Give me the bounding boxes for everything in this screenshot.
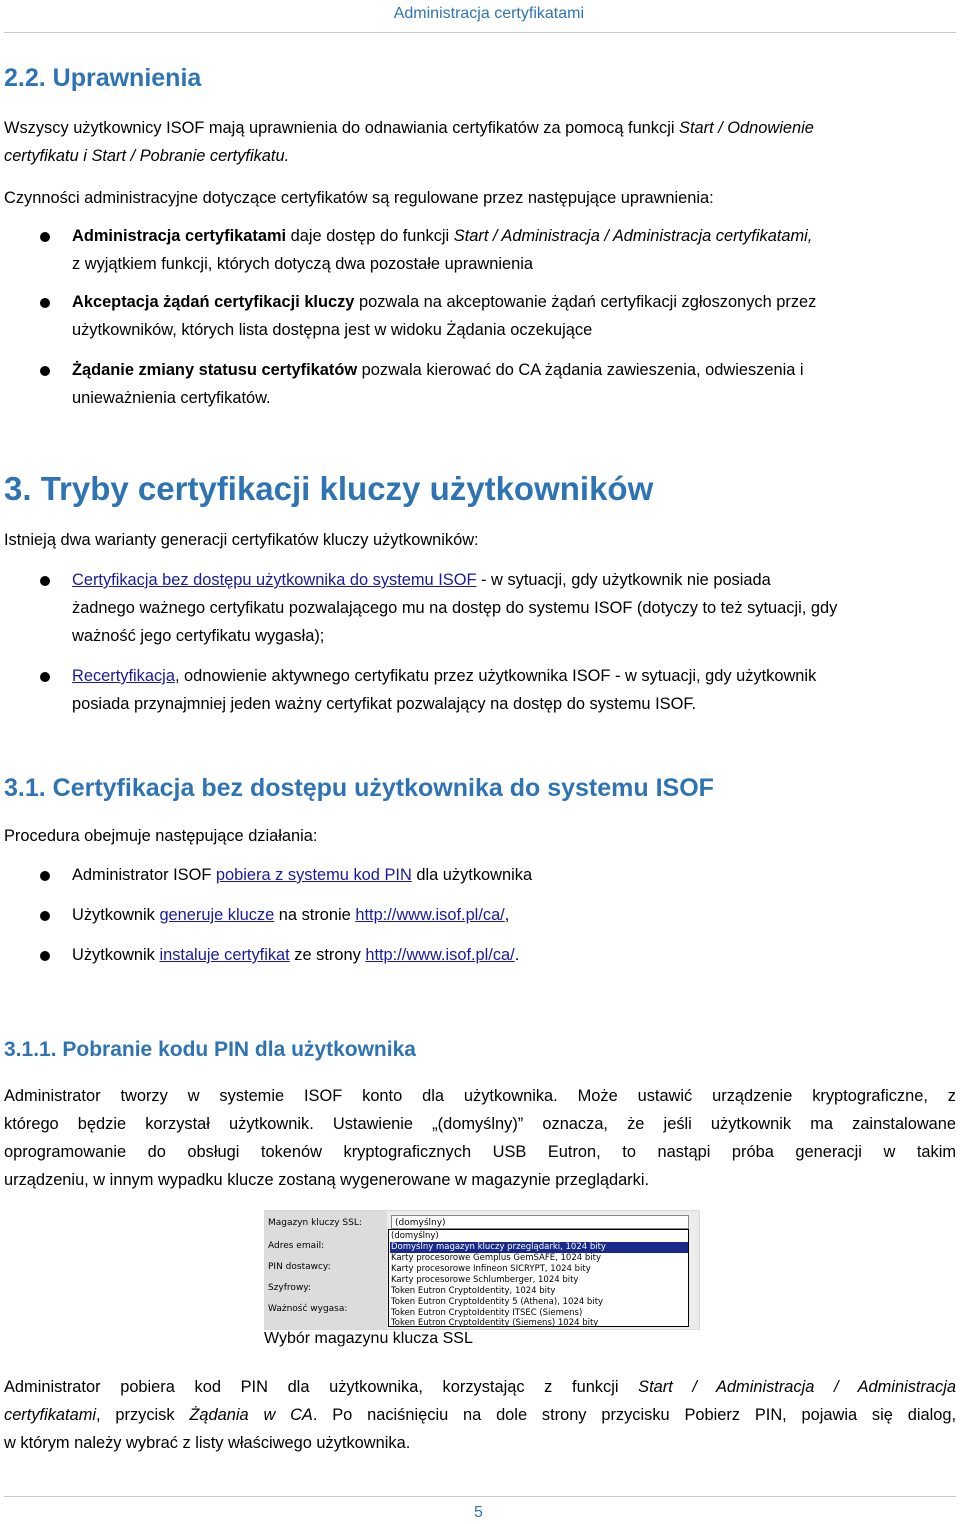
- link-isof-ca-url[interactable]: http://www.isof.pl/ca/: [355, 906, 505, 924]
- form-label: PIN dostawcy:: [268, 1262, 331, 1272]
- bullet-item-cont: posiada przynajmniej jeden ważny certyfikat pozwalający na dostęp do systemu ISOF.: [72, 695, 697, 713]
- form-label: Magazyn kluczy SSL:: [268, 1218, 362, 1228]
- dropdown-option[interactable]: Token Eutron CryptoIdentity 5 (Athena), 1024 bity: [391, 1297, 604, 1307]
- link-pobiera-kod-pin[interactable]: pobiera z systemu kod PIN: [215, 866, 412, 884]
- footer-rule: [4, 1496, 956, 1497]
- paragraph-line: Administrator tworzy w systemie ISOF konto dla użytkownika. Może ustawić urządzenie kryptograficzne, z: [4, 1087, 956, 1105]
- link-instaluje-certyfikat[interactable]: instaluje certyfikat: [159, 946, 290, 964]
- link-generuje-klucze[interactable]: generuje klucze: [159, 906, 275, 924]
- dropdown-option-highlighted[interactable]: Domyślny magazyn kluczy przeglądarki, 1024 bity: [390, 1242, 688, 1253]
- dropdown-option[interactable]: Karty procesorowe Infineon SICRYPT, 1024 bity: [391, 1264, 591, 1274]
- dropdown-option[interactable]: (domyślny): [391, 1231, 439, 1241]
- bullet-icon: [40, 951, 50, 961]
- link-isof-ca-url[interactable]: http://www.isof.pl/ca/: [365, 946, 515, 964]
- bullet-item-cont: unieważnienia certyfikatów.: [72, 389, 271, 407]
- link-certyfikacja-bez-dostepu[interactable]: Certyfikacja bez dostępu użytkownika do systemu ISOF: [72, 571, 477, 589]
- keystore-select[interactable]: (domyślny): [391, 1215, 689, 1229]
- paragraph-line: Wszyscy użytkownicy ISOF mają uprawnienia do odnawiania certyfikatów za pomocą funkcji Start / Odnowienie: [4, 119, 814, 137]
- bullet-item-cont: z wyjątkiem funkcji, których dotyczą dwa pozostałe uprawnienia: [72, 255, 533, 273]
- section-heading-3-1-1: 3.1.1. Pobranie kodu PIN dla użytkownika: [4, 1038, 416, 1061]
- bullet-icon: [40, 672, 50, 682]
- bullet-item-cont: użytkowników, których lista dostępna jest w widoku Żądania oczekujące: [72, 321, 593, 339]
- dropdown-option[interactable]: Token Eutron CryptoIdentity (Siemens) 1024 bity: [391, 1318, 599, 1328]
- keystore-dropdown-list[interactable]: [388, 1229, 689, 1327]
- paragraph-line: certyfikatu i Start / Pobranie certyfikatu.: [4, 147, 290, 165]
- dropdown-option[interactable]: Token Eutron CryptoIdentity, 1024 bity: [391, 1286, 556, 1296]
- ssl-keystore-screenshot: [264, 1210, 700, 1330]
- bullet-item: Użytkownik instaluje certyfikat ze strony http://www.isof.pl/ca/.: [72, 946, 520, 964]
- bullet-item: Administrator ISOF pobiera z systemu kod PIN dla użytkownika: [72, 866, 533, 884]
- paragraph-line: urządzeniu, w innym wypadku klucze zostaną wygenerowane w magazynie przeglądarki.: [4, 1171, 650, 1189]
- section-heading-3-1: 3.1. Certyfikacja bez dostępu użytkownika do systemu ISOF: [4, 774, 714, 802]
- bullet-icon: [40, 871, 50, 881]
- running-header: Administracja certyfikatami: [393, 5, 584, 22]
- figure-caption: Wybór magazynu klucza SSL: [264, 1330, 473, 1347]
- bullet-icon: [40, 366, 50, 376]
- form-labels-panel: [265, 1211, 387, 1329]
- form-label: Szyfrowy:: [268, 1283, 312, 1293]
- paragraph: Procedura obejmuje następujące działania:: [4, 827, 318, 845]
- bullet-icon: [40, 911, 50, 921]
- section-heading-3: 3. Tryby certyfikacji kluczy użytkowników: [4, 470, 654, 507]
- paragraph-line: w którym należy wybrać z listy właściwego użytkownika.: [4, 1434, 411, 1452]
- bullet-item-cont: żadnego ważnego certyfikatu pozwalającego mu na dostęp do systemu ISOF (dotyczy to też sytuacji, gdy: [72, 599, 838, 617]
- bullet-item-cont: ważność jego certyfikatu wygasła);: [72, 627, 325, 645]
- bullet-item: Użytkownik generuje klucze na stronie http://www.isof.pl/ca/,: [72, 906, 510, 924]
- paragraph-line: którego będzie korzystał użytkownik. Ustawienie „(domyślny)” oznacza, że jeśli użytkownik ma zainstalowane: [4, 1115, 956, 1133]
- bullet-icon: [40, 298, 50, 308]
- section-heading-2-2: 2.2. Uprawnienia: [4, 64, 202, 92]
- bullet-item: Żądanie zmiany statusu certyfikatów pozwala kierować do CA żądania zawieszenia, odwieszenia i: [72, 361, 804, 379]
- bullet-item: Recertyfikacja, odnowienie aktywnego certyfikatu przez użytkownika ISOF - w sytuacji, gdy użytkownik: [72, 667, 817, 685]
- bullet-icon: [40, 576, 50, 586]
- header-rule: [4, 32, 956, 33]
- paragraph: Czynności administracyjne dotyczące certyfikatów są regulowane przez następujące uprawnienia:: [4, 189, 714, 207]
- bullet-item: Administracja certyfikatami daje dostęp do funkcji Start / Administracja / Administracja certyfikatami,: [72, 227, 813, 245]
- page-number: 5: [474, 1504, 483, 1521]
- link-recertyfikacja[interactable]: Recertyfikacja: [72, 667, 175, 685]
- form-label: Ważność wygasa:: [268, 1304, 348, 1314]
- bullet-item: Certyfikacja bez dostępu użytkownika do systemu ISOF - w sytuacji, gdy użytkownik nie posiada: [72, 571, 771, 589]
- paragraph-line: oprogramowanie do obsługi tokenów kryptograficznych USB Eutron, to nastąpi próba generacji w takim: [4, 1143, 956, 1161]
- bullet-item: Akceptacja żądań certyfikacji kluczy pozwala na akceptowanie żądań certyfikacji zgłoszonych przez: [72, 293, 817, 311]
- paragraph-line: Administrator pobiera kod PIN dla użytkownika, korzystając z funkcji Start / Administracja / Administracja: [4, 1378, 956, 1396]
- bullet-icon: [40, 232, 50, 242]
- dropdown-option[interactable]: Karty procesorowe Gemplus GemSAFE, 1024 bity: [391, 1253, 601, 1263]
- dropdown-option[interactable]: Karty procesorowe Schlumberger, 1024 bity: [391, 1275, 579, 1285]
- dropdown-option[interactable]: Token Eutron CryptoIdentity ITSEC (Siemens): [391, 1308, 583, 1318]
- form-label: Adres email:: [268, 1241, 325, 1251]
- paragraph-line: certyfikatami, przycisk Żądania w CA. Po naciśnięciu na dole strony przycisku Pobierz PIN, pojawia się dialog,: [4, 1406, 957, 1424]
- paragraph: Istnieją dwa warianty generacji certyfikatów kluczy użytkowników:: [4, 531, 479, 549]
